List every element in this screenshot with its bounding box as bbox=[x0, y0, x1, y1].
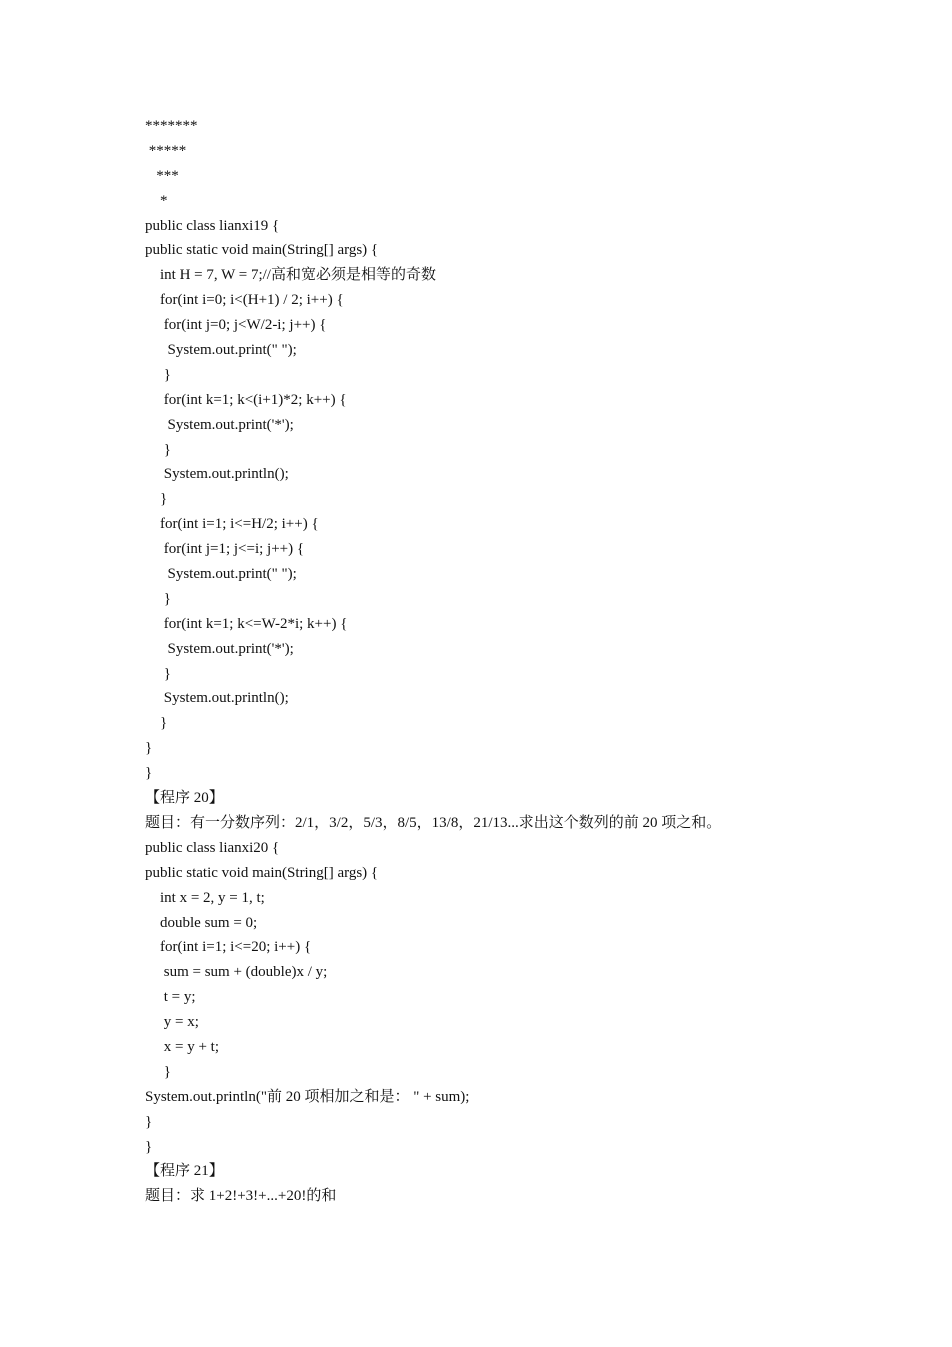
code-line: for(int j=0; j<W/2-i; j++) { bbox=[145, 317, 327, 334]
code-line: } bbox=[145, 1138, 153, 1155]
code-line: int x = 2, y = 1, t; bbox=[145, 889, 265, 906]
star-pattern-line-1: ******* bbox=[145, 118, 198, 134]
code-line: for(int i=1; i<=H/2; i++) { bbox=[145, 516, 319, 533]
program-20-question: 题目：有一分数序列：2/1，3/2，5/3，8/5，13/8，21/13...求出这个数列的前 20 项之和。 bbox=[145, 814, 722, 831]
code-line: sum = sum + (double)x / y; bbox=[145, 964, 328, 981]
code-line: } bbox=[145, 1063, 171, 1080]
code-line: } bbox=[145, 590, 171, 607]
code-line: for(int k=1; k<=W-2*i; k++) { bbox=[145, 615, 348, 632]
code-line: } bbox=[145, 665, 171, 682]
code-line: System.out.print(" "); bbox=[145, 566, 297, 583]
code-line: } bbox=[145, 740, 153, 757]
code-line: } bbox=[145, 1113, 153, 1130]
code-line: int H = 7, W = 7;//高和宽必须是相等的奇数 bbox=[145, 267, 436, 284]
code-line: } bbox=[145, 441, 171, 458]
code-line: public class lianxi19 { bbox=[145, 217, 280, 234]
code-line: for(int i=0; i<(H+1) / 2; i++) { bbox=[145, 292, 344, 309]
code-line: System.out.print('*'); bbox=[145, 640, 294, 657]
code-line: y = x; bbox=[145, 1014, 199, 1031]
code-line: } bbox=[145, 491, 168, 508]
code-line: t = y; bbox=[145, 989, 196, 1006]
code-line: for(int i=1; i<=20; i++) { bbox=[145, 939, 312, 956]
code-line: public static void main(String[] args) { bbox=[145, 864, 379, 881]
code-line: System.out.print('*'); bbox=[145, 416, 294, 433]
code-line: } bbox=[145, 715, 168, 732]
code-line: } bbox=[145, 765, 153, 782]
code-line: public static void main(String[] args) { bbox=[145, 242, 379, 259]
code-line: x = y + t; bbox=[145, 1038, 220, 1055]
star-pattern-line-4: * bbox=[145, 192, 168, 209]
code-line: public class lianxi20 { bbox=[145, 839, 280, 856]
program-21-heading: 【程序 21】 bbox=[145, 1163, 224, 1180]
code-line: } bbox=[145, 366, 171, 383]
code-line: System.out.println(); bbox=[145, 690, 289, 707]
code-line: System.out.println("前 20 项相加之和是： " + sum); bbox=[145, 1088, 470, 1105]
document-body bbox=[145, 114, 905, 1209]
code-line: for(int j=1; j<=i; j++) { bbox=[145, 541, 305, 558]
program-20-heading: 【程序 20】 bbox=[145, 790, 224, 807]
code-line: double sum = 0; bbox=[145, 914, 258, 931]
code-line: System.out.println(); bbox=[145, 466, 289, 483]
code-line: for(int k=1; k<(i+1)*2; k++) { bbox=[145, 391, 347, 408]
program-21-question: 题目：求 1+2!+3!+...+20!的和 bbox=[145, 1188, 337, 1205]
code-line: System.out.print(" "); bbox=[145, 342, 297, 359]
star-pattern-line-2: ***** bbox=[145, 142, 187, 159]
star-pattern-line-3: *** bbox=[145, 167, 179, 184]
